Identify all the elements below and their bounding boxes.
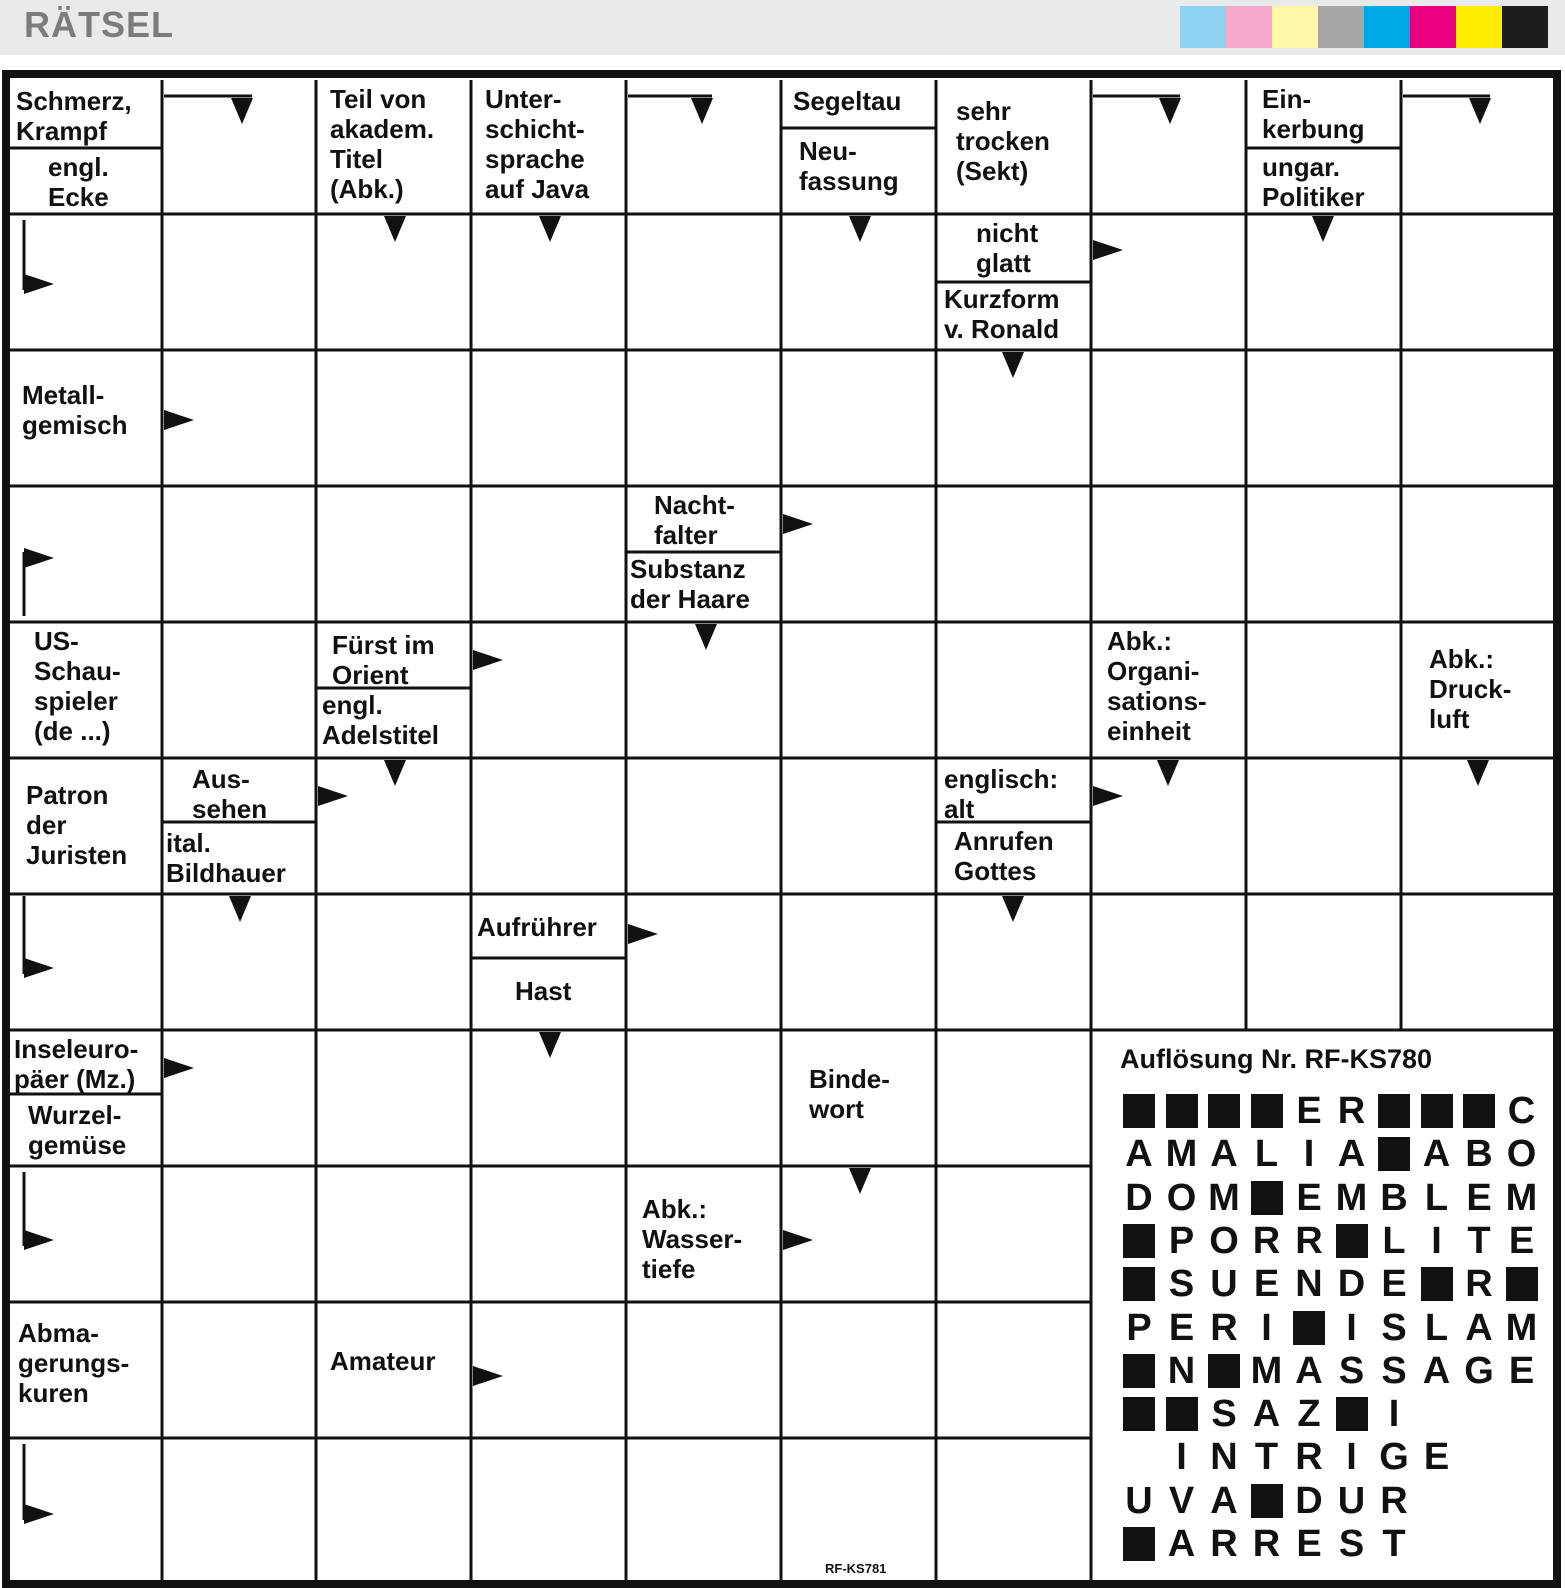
clue-c13: Nacht- falter bbox=[654, 490, 735, 550]
solution-letter: A bbox=[1295, 1349, 1323, 1392]
clue-c1: Schmerz, Krampf bbox=[16, 86, 132, 146]
clue-c23: englisch: alt bbox=[944, 764, 1059, 822]
arrow-right-icon bbox=[1093, 240, 1123, 260]
solution-letter: M bbox=[1165, 1133, 1198, 1176]
solution-black-square bbox=[1463, 1094, 1495, 1128]
arrow-right-icon bbox=[473, 650, 503, 670]
solution-letter: E bbox=[1296, 1176, 1322, 1219]
clue-c28: Wurzel- gemüse bbox=[28, 1100, 127, 1160]
clue-c10: nicht glatt bbox=[976, 218, 1039, 278]
solution-letter: O bbox=[1506, 1133, 1537, 1176]
solution-letter: A bbox=[1252, 1393, 1281, 1436]
solution-letter: U bbox=[1337, 1479, 1366, 1522]
arrow-right-icon bbox=[164, 1058, 194, 1078]
clue-c17: engl. Adelstitel bbox=[322, 690, 440, 750]
solution-letter: M bbox=[1505, 1306, 1538, 1349]
clue-c27: Inseleuro- päer (Mz.) bbox=[14, 1034, 139, 1094]
solution-letter: I bbox=[1388, 1393, 1400, 1436]
solution-black-square bbox=[1123, 1094, 1155, 1128]
solution-letter: A bbox=[1210, 1479, 1238, 1522]
solution-black-square bbox=[1251, 1181, 1283, 1215]
arrow-right-icon bbox=[164, 410, 194, 430]
clue-c6: Neu- fassung bbox=[799, 136, 899, 196]
solution-letter: D bbox=[1295, 1479, 1323, 1522]
arrow-down-icon bbox=[1467, 760, 1489, 786]
arrow-down-icon bbox=[1159, 98, 1181, 124]
clue-c22: ital. Bildhauer bbox=[166, 828, 286, 888]
clue-c21: Aus- sehen bbox=[192, 764, 268, 822]
arrow-down-icon bbox=[229, 896, 251, 922]
solution-letter: R bbox=[1380, 1479, 1408, 1522]
solution-letter: L bbox=[1254, 1133, 1279, 1176]
arrow-right-icon bbox=[783, 1230, 813, 1250]
arrow-down-icon bbox=[849, 1168, 871, 1194]
arrow-right-icon bbox=[24, 1230, 54, 1250]
solution-black-square bbox=[1251, 1484, 1283, 1518]
solution-black-square bbox=[1208, 1094, 1240, 1128]
arrow-down-icon bbox=[1157, 760, 1179, 786]
solution-letter: L bbox=[1424, 1306, 1449, 1349]
arrow-right-icon bbox=[24, 1504, 54, 1524]
clue-c20: Patron der Juristen bbox=[26, 780, 128, 870]
solution-letter: E bbox=[1508, 1349, 1535, 1392]
clue-c25: Aufrührer bbox=[477, 912, 597, 942]
solution-letter: P bbox=[1168, 1219, 1195, 1262]
solution-black-square bbox=[1123, 1267, 1155, 1301]
solution-letter: S bbox=[1211, 1393, 1237, 1436]
clue-c12: Metall- gemisch bbox=[22, 380, 128, 440]
solution-letter: E bbox=[1296, 1090, 1322, 1132]
solution-letter: G bbox=[1379, 1436, 1409, 1479]
solution-letter: M bbox=[1208, 1176, 1240, 1219]
arrow-right-icon bbox=[24, 548, 54, 568]
solution-letter: O bbox=[1166, 1176, 1197, 1219]
solution-letter: E bbox=[1253, 1263, 1280, 1306]
solution-black-square bbox=[1378, 1094, 1410, 1128]
clue-c14: Substanz der Haare bbox=[630, 554, 750, 614]
solution-letter: G bbox=[1464, 1349, 1494, 1392]
solution-letter: R bbox=[1252, 1523, 1281, 1565]
solution-letter: D bbox=[1337, 1263, 1366, 1306]
solution-letter: Z bbox=[1297, 1393, 1321, 1436]
solution-letter: R bbox=[1337, 1090, 1366, 1132]
solution-letter: E bbox=[1423, 1436, 1450, 1479]
solution-letter: T bbox=[1254, 1436, 1279, 1479]
arrow-right-icon bbox=[24, 958, 54, 978]
solution-letter: S bbox=[1168, 1263, 1195, 1306]
arrow-down-icon bbox=[231, 98, 253, 124]
arrow-down-icon bbox=[849, 216, 871, 242]
solution-letter: R bbox=[1210, 1306, 1238, 1349]
solution-letter: M bbox=[1250, 1349, 1283, 1392]
solution-black-square bbox=[1293, 1311, 1325, 1345]
solution-letter: I bbox=[1176, 1436, 1187, 1479]
clue-c15: US- Schau- spieler (de ...) bbox=[34, 626, 121, 746]
clue-c26: Hast bbox=[515, 976, 572, 1006]
arrow-right-icon bbox=[1093, 786, 1123, 806]
solution-letter: I bbox=[1346, 1306, 1357, 1349]
solution-letter: S bbox=[1381, 1349, 1407, 1392]
arrow-right-icon bbox=[473, 1366, 503, 1386]
solution-black-square bbox=[1166, 1094, 1198, 1128]
solution-black-square bbox=[1166, 1397, 1198, 1431]
arrow-down-icon bbox=[384, 216, 406, 242]
clue-c30: Abk.: Wasser- tiefe bbox=[642, 1194, 743, 1284]
solution-letter: E bbox=[1466, 1176, 1492, 1219]
solution-letter: I bbox=[1346, 1436, 1357, 1479]
solution-letter: O bbox=[1209, 1219, 1239, 1262]
solution-black-square bbox=[1506, 1267, 1538, 1301]
clue-c16: Fürst im Orient bbox=[332, 630, 435, 686]
clue-c5: Segeltau bbox=[793, 86, 902, 116]
arrow-down-icon bbox=[539, 1032, 561, 1058]
solution-letter: C bbox=[1507, 1090, 1536, 1132]
arrow-down-icon bbox=[1002, 352, 1024, 378]
arrow-right-icon bbox=[318, 786, 348, 806]
solution-black-square bbox=[1336, 1397, 1368, 1431]
clue-c24: Anrufen Gottes bbox=[954, 826, 1054, 886]
clue-c19: Abk.: Druck- luft bbox=[1429, 644, 1512, 734]
clue-c9: ungar. Politiker bbox=[1262, 152, 1365, 212]
clue-c4: Unter- schicht- sprache auf Java bbox=[485, 84, 590, 204]
solution-letter: A bbox=[1337, 1133, 1366, 1176]
solution-letter: U bbox=[1210, 1263, 1238, 1306]
solution-black-square bbox=[1208, 1354, 1240, 1388]
solution-title: Auflösung Nr. RF-KS780 bbox=[1120, 1044, 1433, 1074]
solution-black-square bbox=[1123, 1354, 1155, 1388]
arrow-down-icon bbox=[384, 760, 406, 786]
solution-letter: E bbox=[1168, 1306, 1195, 1349]
arrow-right-icon bbox=[628, 924, 658, 944]
solution-letter: R bbox=[1295, 1436, 1323, 1479]
solution-letter: R bbox=[1465, 1263, 1493, 1306]
solution-letter: E bbox=[1508, 1219, 1535, 1262]
clue-c3: Teil von akadem. Titel (Abk.) bbox=[330, 84, 435, 204]
solution-letter: D bbox=[1125, 1176, 1153, 1219]
solution-letter: B bbox=[1380, 1176, 1408, 1219]
solution-letter: L bbox=[1424, 1176, 1449, 1219]
solution-letter: S bbox=[1381, 1306, 1407, 1349]
solution-letter: P bbox=[1126, 1306, 1152, 1349]
solution-letter: M bbox=[1335, 1176, 1368, 1219]
solution-letter: A bbox=[1210, 1133, 1238, 1176]
solution-letter: R bbox=[1295, 1219, 1323, 1262]
solution-letter: L bbox=[1382, 1219, 1406, 1262]
clue-c32: Amateur bbox=[330, 1346, 436, 1376]
solution-black-square bbox=[1421, 1267, 1453, 1301]
solution-letter: S bbox=[1338, 1523, 1365, 1565]
solution-letter: E bbox=[1296, 1523, 1322, 1565]
arrow-down-icon bbox=[1002, 896, 1024, 922]
page-title: RÄTSEL bbox=[24, 4, 174, 45]
clue-c18: Abk.: Organi- sations- einheit bbox=[1107, 626, 1207, 746]
solution-letter: N bbox=[1295, 1263, 1323, 1306]
solution-letter: A bbox=[1465, 1306, 1493, 1349]
solution-black-square bbox=[1336, 1224, 1368, 1258]
solution-black-square bbox=[1421, 1094, 1453, 1128]
solution-letter: I bbox=[1261, 1306, 1272, 1349]
solution-letter: A bbox=[1167, 1523, 1196, 1565]
solution-letter: A bbox=[1422, 1349, 1451, 1392]
arrow-down-icon bbox=[695, 624, 717, 650]
arrow-down-icon bbox=[1312, 216, 1334, 242]
solution-black-square bbox=[1123, 1224, 1155, 1258]
arrow-down-icon bbox=[691, 98, 713, 124]
solution-letter: T bbox=[1467, 1219, 1491, 1262]
arrow-right-icon bbox=[24, 274, 54, 294]
solution-letter: U bbox=[1125, 1479, 1153, 1522]
solution-letter: E bbox=[1381, 1263, 1407, 1306]
arrow-down-icon bbox=[539, 216, 561, 242]
solution-letter: T bbox=[1382, 1523, 1406, 1565]
solution-letter: V bbox=[1168, 1479, 1195, 1522]
solution-letter: B bbox=[1465, 1133, 1493, 1176]
solution-black-square bbox=[1251, 1094, 1283, 1128]
clue-c7: sehr trocken (Sekt) bbox=[956, 96, 1050, 186]
clue-c11: Kurzform v. Ronald bbox=[944, 284, 1060, 344]
solution-black-square bbox=[1378, 1137, 1410, 1171]
clue-c29: Binde- wort bbox=[809, 1064, 890, 1124]
solution-black-square bbox=[1123, 1527, 1155, 1561]
solution-letter: A bbox=[1125, 1133, 1153, 1176]
solution-letter: I bbox=[1431, 1219, 1442, 1262]
solution-letter: R bbox=[1210, 1523, 1238, 1565]
solution-letter: A bbox=[1422, 1133, 1451, 1176]
puzzle-code: RF-KS781 bbox=[825, 1561, 887, 1576]
clue-c31: Abma- gerungs- kuren bbox=[18, 1318, 130, 1408]
solution-black-square bbox=[1123, 1397, 1155, 1431]
solution-letter: I bbox=[1303, 1133, 1315, 1176]
arrow-right-icon bbox=[783, 514, 813, 534]
clue-c8: Ein- kerbung bbox=[1262, 84, 1365, 144]
solution-letter: M bbox=[1505, 1176, 1538, 1219]
solution-letter: S bbox=[1338, 1349, 1365, 1392]
solution-letter: R bbox=[1252, 1219, 1281, 1262]
solution-letter: N bbox=[1210, 1436, 1238, 1479]
arrow-down-icon bbox=[1469, 98, 1491, 124]
solution-letter: N bbox=[1167, 1349, 1196, 1392]
clue-c2: engl. Ecke bbox=[48, 152, 109, 212]
